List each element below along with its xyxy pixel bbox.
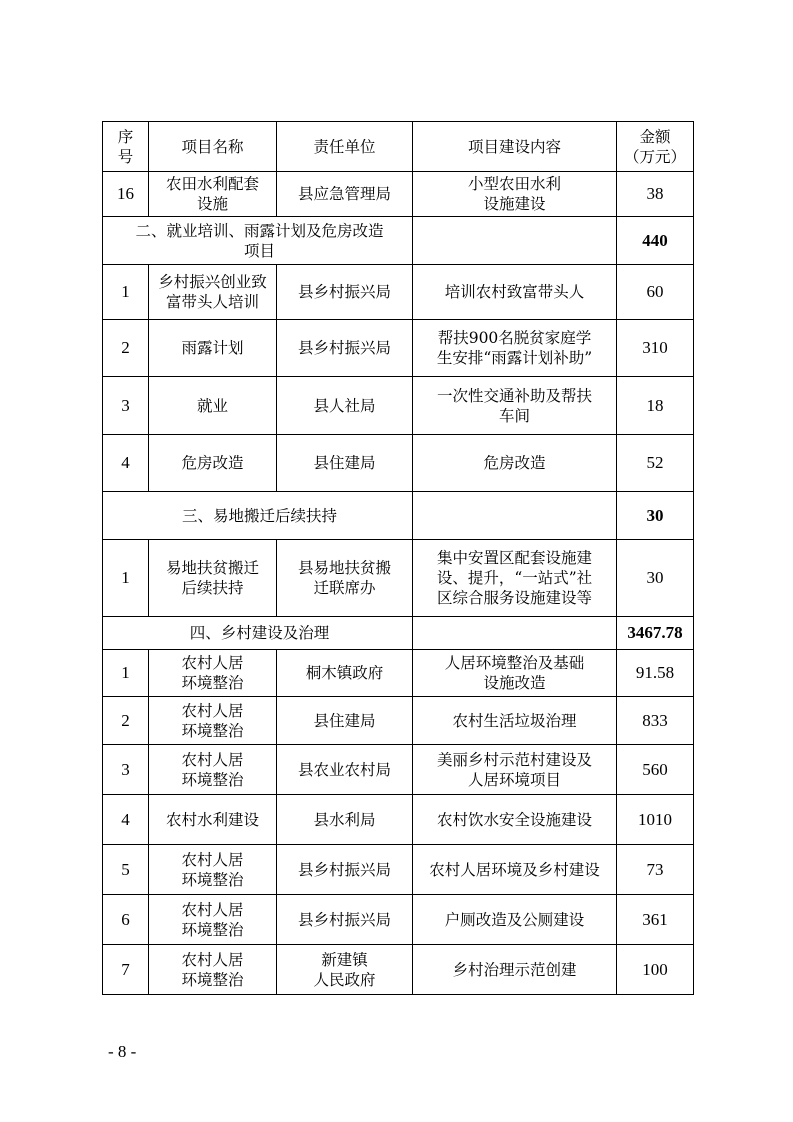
cell-content: 人居环境整治及基础 设施改造 [413, 650, 617, 697]
cell-responsible-unit: 县住建局 [277, 435, 413, 492]
cell-responsible-unit: 桐木镇政府 [277, 650, 413, 697]
table-row [103, 945, 694, 995]
section-empty-cell [413, 617, 617, 650]
cell-project-name: 就业 [149, 377, 277, 435]
section-row [103, 217, 694, 265]
cell-seq: 6 [103, 895, 149, 945]
table-row [103, 697, 694, 745]
header-construction-content: 项目建设内容 [413, 122, 617, 172]
cell-project-name: 农村人居 环境整治 [149, 697, 277, 745]
cell-responsible-unit: 新建镇 人民政府 [277, 945, 413, 995]
cell-responsible-unit: 县农业农村局 [277, 745, 413, 795]
table-row [103, 320, 694, 377]
cell-responsible-unit: 县乡村振兴局 [277, 895, 413, 945]
cell-seq: 4 [103, 435, 149, 492]
header-amount: 金额 （万元） [617, 122, 694, 172]
cell-seq: 2 [103, 320, 149, 377]
section-empty-cell [413, 492, 617, 540]
cell-content: 农村生活垃圾治理 [413, 697, 617, 745]
cell-content: 户厕改造及公厕建设 [413, 895, 617, 945]
cell-amount: 361 [617, 895, 694, 945]
cell-responsible-unit: 县人社局 [277, 377, 413, 435]
cell-seq: 3 [103, 745, 149, 795]
cell-seq: 5 [103, 845, 149, 895]
cell-content: 乡村治理示范创建 [413, 945, 617, 995]
table-row [103, 265, 694, 320]
cell-content: 美丽乡村示范村建设及 人居环境项目 [413, 745, 617, 795]
project-table [102, 121, 694, 995]
table-row [103, 650, 694, 697]
cell-content: 危房改造 [413, 435, 617, 492]
cell-amount: 1010 [617, 795, 694, 845]
cell-content: 帮扶900名脱贫家庭学 生安排“雨露计划补助” [413, 320, 617, 377]
cell-responsible-unit: 县乡村振兴局 [277, 320, 413, 377]
cell-responsible-unit: 县乡村振兴局 [277, 845, 413, 895]
cell-seq: 3 [103, 377, 149, 435]
section-row [103, 492, 694, 540]
cell-project-name: 农田水利配套 设施 [149, 172, 277, 217]
cell-project-name: 农村人居 环境整治 [149, 650, 277, 697]
cell-seq: 1 [103, 540, 149, 617]
header-responsible-unit: 责任单位 [277, 122, 413, 172]
cell-project-name: 农村人居 环境整治 [149, 745, 277, 795]
cell-amount: 18 [617, 377, 694, 435]
section-total: 30 [617, 492, 694, 540]
cell-content: 集中安置区配套设施建 设、提升，“一站式”社 区综合服务设施建设等 [413, 540, 617, 617]
cell-amount: 310 [617, 320, 694, 377]
cell-project-name: 雨露计划 [149, 320, 277, 377]
section-title: 四、乡村建设及治理 [103, 617, 413, 650]
cell-seq: 7 [103, 945, 149, 995]
table-header-row [103, 122, 694, 172]
cell-project-name: 农村人居 环境整治 [149, 845, 277, 895]
section-title: 二、就业培训、雨露计划及危房改造 项目 [103, 217, 413, 265]
cell-amount: 100 [617, 945, 694, 995]
cell-amount: 60 [617, 265, 694, 320]
table-row [103, 540, 694, 617]
table-row [103, 845, 694, 895]
cell-project-name: 农村人居 环境整治 [149, 895, 277, 945]
page-number: - 8 - [108, 1042, 137, 1061]
table-row [103, 895, 694, 945]
cell-responsible-unit: 县乡村振兴局 [277, 265, 413, 320]
cell-content: 小型农田水利 设施建设 [413, 172, 617, 217]
table-row [103, 795, 694, 845]
cell-amount: 91.58 [617, 650, 694, 697]
cell-amount: 38 [617, 172, 694, 217]
cell-content: 一次性交通补助及帮扶 车间 [413, 377, 617, 435]
section-title: 三、易地搬迁后续扶持 [103, 492, 413, 540]
table-row [103, 172, 694, 217]
cell-content: 农村人居环境及乡村建设 [413, 845, 617, 895]
cell-seq: 1 [103, 650, 149, 697]
header-seq: 序 号 [103, 122, 149, 172]
cell-project-name: 乡村振兴创业致 富带头人培训 [149, 265, 277, 320]
table-row [103, 745, 694, 795]
section-total: 440 [617, 217, 694, 265]
section-total: 3467.78 [617, 617, 694, 650]
cell-seq: 16 [103, 172, 149, 217]
cell-responsible-unit: 县住建局 [277, 697, 413, 745]
cell-seq: 2 [103, 697, 149, 745]
header-project-name: 项目名称 [149, 122, 277, 172]
cell-content: 培训农村致富带头人 [413, 265, 617, 320]
cell-project-name: 农村人居 环境整治 [149, 945, 277, 995]
table-row [103, 435, 694, 492]
cell-responsible-unit: 县水利局 [277, 795, 413, 845]
cell-project-name: 易地扶贫搬迁 后续扶持 [149, 540, 277, 617]
cell-content: 农村饮水安全设施建设 [413, 795, 617, 845]
cell-responsible-unit: 县应急管理局 [277, 172, 413, 217]
cell-amount: 73 [617, 845, 694, 895]
section-row [103, 617, 694, 650]
cell-seq: 1 [103, 265, 149, 320]
section-empty-cell [413, 217, 617, 265]
table-row [103, 377, 694, 435]
cell-amount: 30 [617, 540, 694, 617]
cell-responsible-unit: 县易地扶贫搬 迁联席办 [277, 540, 413, 617]
cell-seq: 4 [103, 795, 149, 845]
cell-amount: 560 [617, 745, 694, 795]
cell-project-name: 危房改造 [149, 435, 277, 492]
cell-amount: 833 [617, 697, 694, 745]
cell-amount: 52 [617, 435, 694, 492]
cell-project-name: 农村水利建设 [149, 795, 277, 845]
